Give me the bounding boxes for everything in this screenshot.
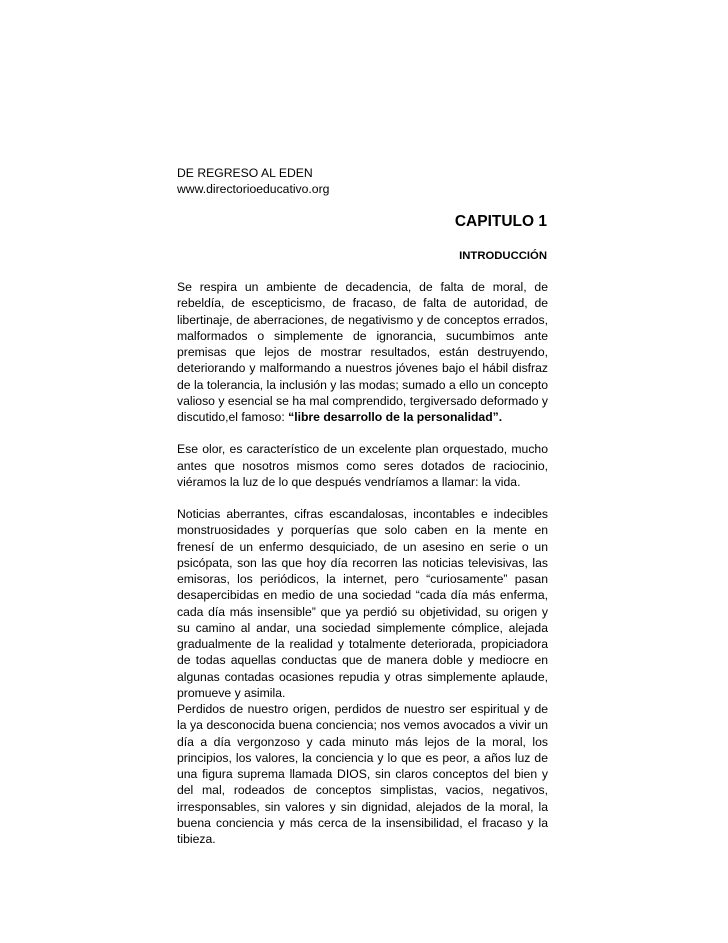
chapter-title: CAPITULO 1 (454, 213, 547, 230)
website-text: www.directorioeducativo.org (177, 182, 330, 196)
body-text (177, 279, 548, 847)
book-title: DE REGRESO AL EDEN (177, 166, 313, 180)
paragraph-1-text: Se respira un ambiente de decadencia, de falta de moral, de rebeldía, de escepticismo, de fracaso, de falta de autoridad, de libertinaje, de aberraciones, de negativismo y de conceptos errados, malformados o simplemente de ignorancia, sucumbimos ante premisas que lejos de mostrar resultados, están destruyendo, deteriorando y malformando a nuestros jóvenes bajo el hábil disfraz de la tolerancia, la inclusión y las modas; sumado a ello un concepto valioso y esencial se ha mal comprendido, tergiversado deformado y discutido,el famoso: (177, 280, 548, 424)
section-title: INTRODUCCIÓN (459, 250, 547, 262)
paragraph-2: Ese olor, es característico de un excelente plan orquestado, mucho antes que nosotros mismos como seres dotados de raciocinio, viéramos la luz de lo que después vendríamos a llamar: la vida. (177, 442, 548, 489)
paragraph-3: Noticias aberrantes, cifras escandalosas, incontables e indecibles monstruosidades y porquerías que solo caben en la mente en frenesí de un enfermo desquiciado, de un asesino en serie o un psicópata, son las que hoy día recorren las noticias televisivas, las emisoras, los periódicos, la internet, pero “curiosamente” pasan desapercibidas en medio de una sociedad “cada día más enferma, cada día más insensible” que ya perdió su objetividad, su origen y su camino al andar, una sociedad simplemente cómplice, alejada gradualmente de la realidad y totalmente deteriorada, propiciadora de todas aquellas conductas que de manera doble y mediocre en algunas contadas ocasiones repudia y otras simplemente aplaude, promueve y asimila. (177, 507, 548, 700)
paragraph-1-bold-phrase: “libre desarrollo de la personalidad”. (288, 410, 503, 424)
page-header (177, 165, 557, 197)
paragraph-4: Perdidos de nuestro origen, perdidos de nuestro ser espiritual y de la ya desconocida buena conciencia; nos vemos avocados a vivir un día a día vergonzoso y cada minuto más lejos de la moral, los principios, los valores, la conciencia y lo que es peor, a años luz de una figura suprema llamada DIOS, sin claros conceptos del bien y del mal, rodeados de conceptos simplistas, vacios, negativos, irresponsables, sin valores y sin dignidad, alejados de la moral, la buena conciencia y más cerca de la insensibilidad, el fracaso y la tibieza. (177, 702, 548, 846)
paragraph-1 (177, 279, 548, 425)
